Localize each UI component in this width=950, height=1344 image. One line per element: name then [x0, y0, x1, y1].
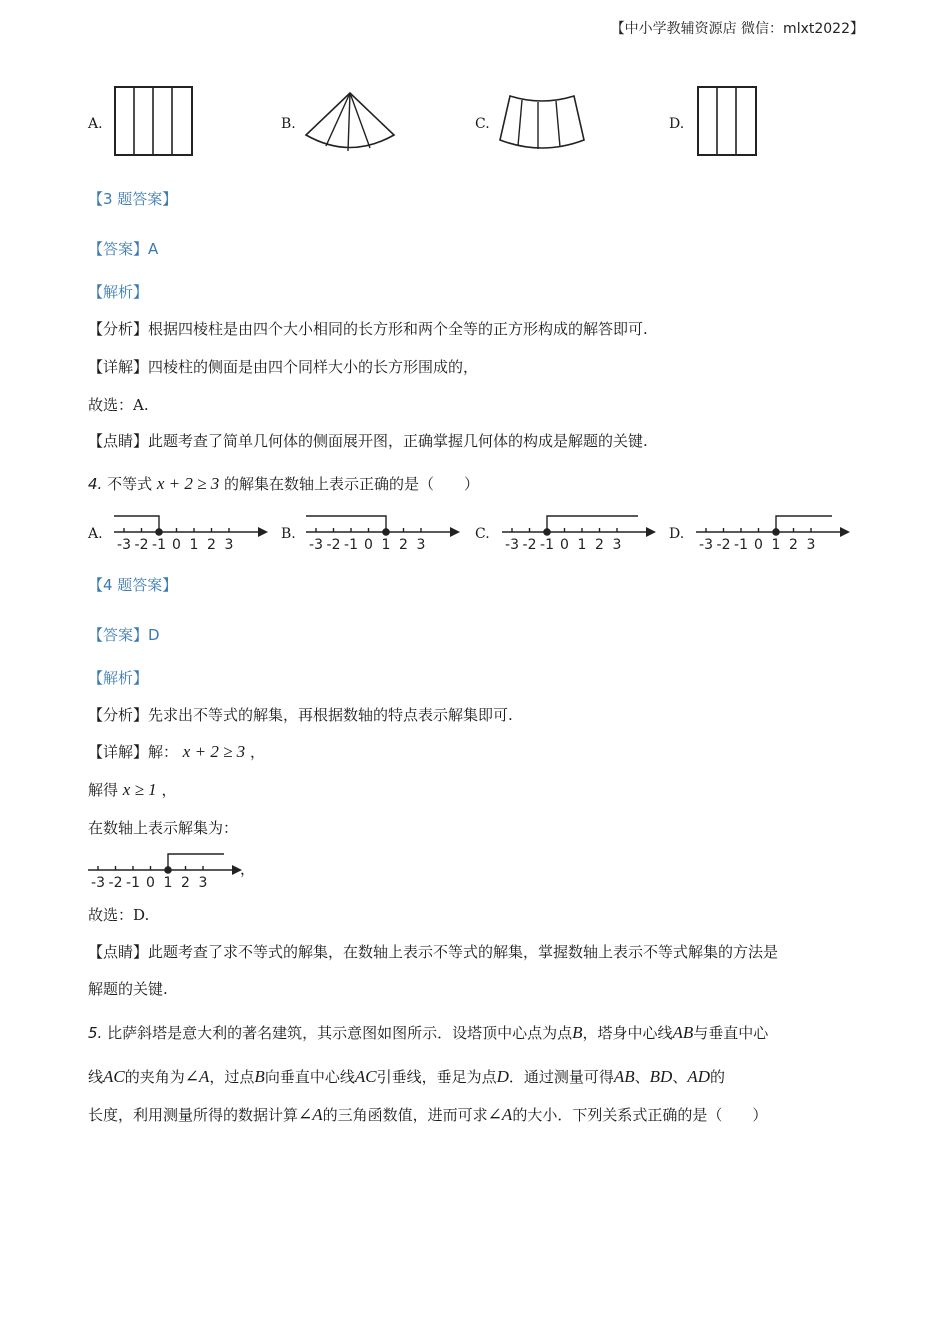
solution-point — [165, 867, 171, 873]
solve-pre: 解得 — [88, 781, 119, 799]
q4-stem — [88, 473, 479, 494]
stem-text-post: 的解集在数轴上表示正确的是（ ） — [224, 475, 480, 493]
option-c-label: C. — [475, 116, 490, 132]
q5-line3 — [88, 1104, 767, 1125]
text: ．通过测量可得 — [508, 1068, 614, 1086]
angle-a: ∠A — [184, 1067, 210, 1086]
tick-label: 1 — [189, 537, 199, 553]
text: 的 — [710, 1068, 726, 1086]
tick-label: 2 — [399, 537, 408, 553]
axis-arrow — [450, 527, 460, 537]
axis-arrow — [258, 527, 268, 537]
solution-point — [773, 529, 779, 535]
tick-label: -3 — [91, 875, 105, 891]
tick-label: 0 — [560, 537, 569, 553]
q3-answer: 【答案】A — [88, 240, 159, 258]
tick-label: -3 — [505, 537, 519, 553]
q4-analysis-text: 【分析】先求出不等式的解集，再根据数轴的特点表示解集即可. — [88, 706, 513, 724]
q5-line1 — [88, 1022, 768, 1043]
tick-label: 3 — [612, 537, 622, 553]
q4-option-d-label: D. — [669, 526, 685, 542]
text: ，过点 — [209, 1068, 255, 1086]
tick-label: -2 — [522, 537, 537, 553]
text: 的大小．下列关系式正确的是（ ） — [512, 1106, 768, 1124]
solution-range — [306, 516, 386, 532]
q3-detail-text: 【详解】四棱柱的侧面是由四个同样大小的长方形围成的， — [88, 358, 479, 376]
tick-label: 3 — [198, 875, 208, 891]
tick-label: -2 — [134, 537, 149, 553]
question-number: 4. — [88, 475, 103, 493]
point-d: D — [496, 1067, 509, 1086]
q4-comment-line1: 【点睛】此题考查了求不等式的解集，在数轴上表示不等式的解集，掌握数轴上表示不等式解集的方法是 — [88, 943, 779, 961]
q4-analysis-heading: 【解析】 — [88, 669, 149, 687]
tick-label: 2 — [595, 537, 604, 553]
tick-label: 3 — [806, 537, 816, 553]
segment-ad: AD — [687, 1067, 711, 1086]
tick-label: 3 — [224, 537, 234, 553]
tick-label: -2 — [326, 537, 341, 553]
text: 引垂线，垂足为点 — [376, 1068, 497, 1086]
detail-post: ， — [249, 743, 265, 761]
option-b-label: B. — [281, 116, 296, 132]
text: 、 — [672, 1068, 688, 1086]
point-b: B — [572, 1023, 583, 1042]
solution-point — [383, 529, 389, 535]
tick-label: -1 — [126, 875, 140, 891]
text: 的夹角为 — [124, 1068, 185, 1086]
q3-comment-text: 【点睛】此题考查了简单几何体的侧面展开图，正确掌握几何体的构成是解题的关键. — [88, 432, 648, 450]
tick-label: 2 — [789, 537, 798, 553]
tick-label: 2 — [207, 537, 216, 553]
tick-label: 0 — [364, 537, 373, 553]
tick-label: 2 — [181, 875, 190, 891]
tick-label: 3 — [416, 537, 426, 553]
tick-label: 0 — [172, 537, 181, 553]
q3-analysis-text: 【分析】根据四棱柱是由四个大小相同的长方形和两个全等的正方形构成的解答即可. — [88, 320, 648, 338]
number-line-c — [500, 508, 660, 554]
tick-label: 1 — [163, 875, 173, 891]
text: 的三角函数值，进而可求 — [322, 1106, 488, 1124]
tick-label: -3 — [699, 537, 713, 553]
text: 线 — [88, 1068, 104, 1086]
text: 比萨斜塔是意大利的著名建筑，其示意图如图所示．设塔顶中心点为点 — [107, 1024, 573, 1042]
q4-numberline-intro: 在数轴上表示解集为： — [88, 819, 239, 837]
q4-choice-text: 故选：D. — [88, 906, 150, 924]
option-d-label: D. — [669, 116, 685, 132]
tick-label: -2 — [108, 875, 123, 891]
text: 与垂直中心 — [693, 1024, 769, 1042]
stem-math: x + 2 ≥ 3 — [156, 474, 220, 493]
tick-label: 0 — [146, 875, 155, 891]
tick-label: -3 — [309, 537, 323, 553]
detail-pre: 【详解】解： — [88, 743, 179, 761]
figure-option-d — [697, 86, 759, 158]
solution-range — [168, 854, 224, 870]
text: 、 — [634, 1068, 650, 1086]
q4-option-b-label: B. — [281, 526, 296, 542]
solution-comma: ， — [240, 860, 256, 878]
number-line-a — [112, 508, 272, 554]
segment-ac: AC — [103, 1067, 125, 1086]
angle-a: ∠A — [487, 1105, 513, 1124]
tick-label: -3 — [117, 537, 131, 553]
tick-label: -1 — [344, 537, 358, 553]
axis-arrow — [840, 527, 850, 537]
solve-post: ， — [161, 781, 177, 799]
q4-comment-line2: 解题的关键. — [88, 980, 168, 998]
text: 长度，利用测量所得的数据计算 — [88, 1106, 299, 1124]
q4-solve-line — [88, 779, 176, 800]
solve-math: x ≥ 1 — [122, 780, 157, 799]
q4-detail-line — [88, 741, 265, 762]
axis-arrow — [646, 527, 656, 537]
tick-label: -1 — [734, 537, 748, 553]
option-a-label: A. — [88, 116, 103, 132]
q4-answer-heading: 【4 题答案】 — [88, 576, 178, 594]
page-header: 【中小学教辅资源店 微信：mlxt2022】 — [610, 21, 864, 37]
solution-range — [547, 516, 638, 532]
tick-label: -1 — [540, 537, 554, 553]
q3-analysis-heading: 【解析】 — [88, 283, 149, 301]
solution-range — [114, 516, 159, 532]
q4-option-a-label: A. — [88, 526, 103, 542]
solution-point — [544, 529, 550, 535]
q3-answer-heading: 【3 题答案】 — [88, 190, 178, 208]
question-number: 5. — [88, 1024, 103, 1042]
segment-ab: AB — [613, 1067, 635, 1086]
figure-option-a — [114, 86, 194, 158]
tick-label: 1 — [771, 537, 781, 553]
segment-bd: BD — [649, 1067, 673, 1086]
solution-range — [776, 516, 832, 532]
number-line-b — [304, 508, 464, 554]
tick-label: -2 — [716, 537, 731, 553]
number-line-d — [694, 508, 854, 554]
segment-ab: AB — [672, 1023, 694, 1042]
tick-label: -1 — [152, 537, 166, 553]
figure-option-b — [302, 90, 398, 154]
text: ，塔身中心线 — [582, 1024, 673, 1042]
number-line-solution — [86, 846, 246, 892]
stem-text-pre: 不等式 — [107, 475, 153, 493]
q4-answer: 【答案】D — [88, 626, 160, 644]
q3-choice-text: 故选：A. — [88, 396, 149, 414]
tick-label: 0 — [754, 537, 763, 553]
figure-option-c — [498, 92, 586, 154]
detail-math: x + 2 ≥ 3 — [182, 742, 246, 761]
tick-label: 1 — [577, 537, 587, 553]
tick-label: 1 — [381, 537, 391, 553]
segment-ac: AC — [354, 1067, 377, 1086]
solution-point — [156, 529, 162, 535]
text: 向垂直中心线 — [264, 1068, 355, 1086]
angle-a: ∠A — [298, 1105, 323, 1124]
q4-option-c-label: C. — [475, 526, 490, 542]
point-b: B — [254, 1067, 265, 1086]
q5-line2 — [88, 1066, 725, 1087]
